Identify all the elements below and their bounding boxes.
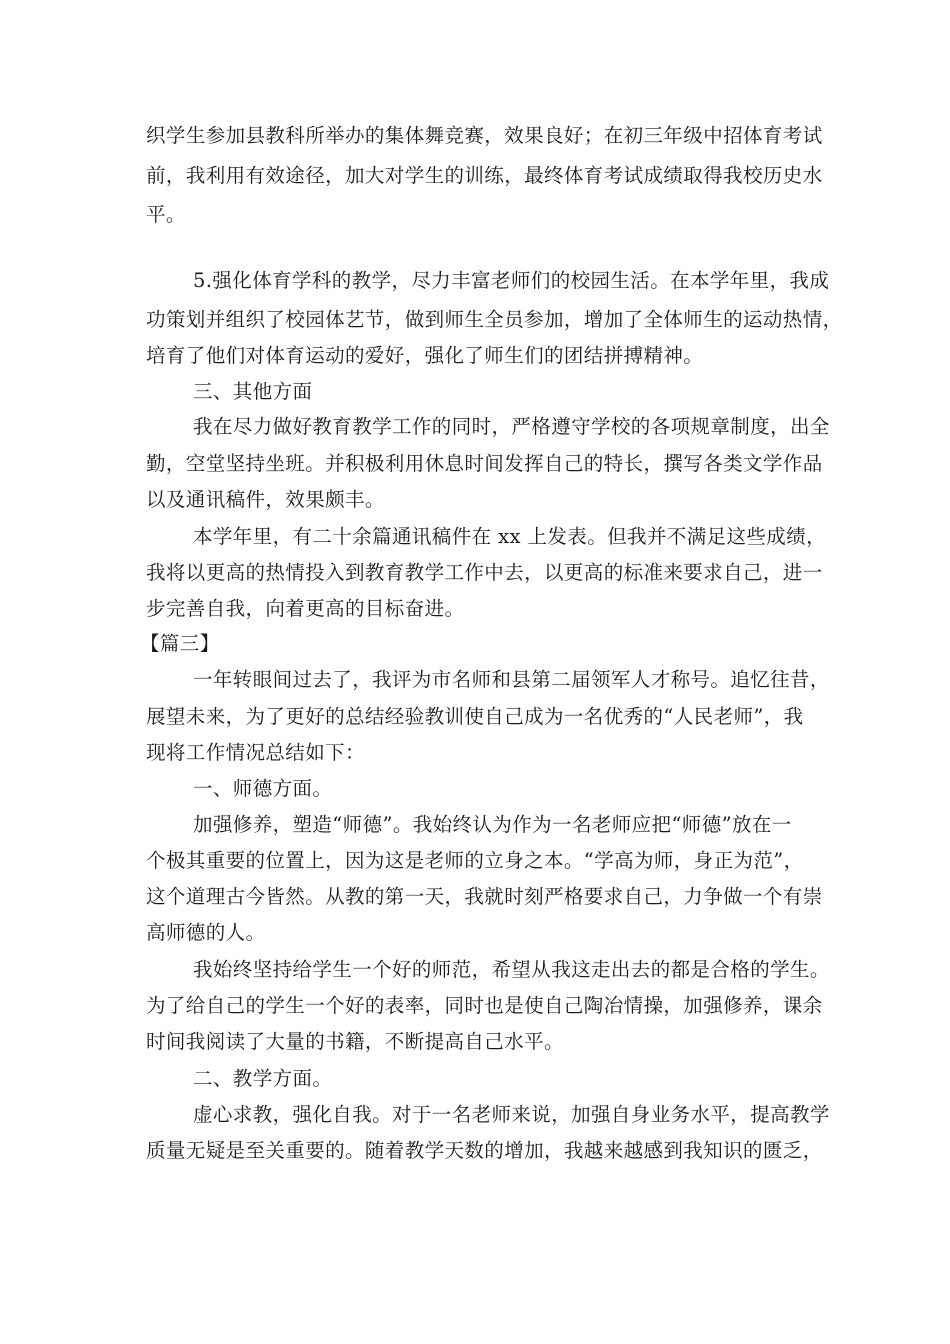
text-line-15: 一年转眼间过去了，我评为市名师和县第二届领军人才称号。追忆往昔， [193, 668, 830, 691]
text-line-22: 高师德的人。 [146, 921, 266, 944]
text-line-19: 加强修养，塑造“师德”。我始终认为作为一名老师应把“师德”放在一 [193, 813, 792, 836]
text-line-20: 个极其重要的位置上，因为这是老师的立身之本。“学高为师，身正为范”， [146, 849, 804, 872]
text-line-21: 这个道理古今皆然。从教的第一天，我就时刻严格要求自己，力争做一个有崇 [146, 885, 823, 908]
part-heading-three: 【篇三】 [140, 632, 220, 655]
section-heading-other: 三、其他方面 [193, 380, 313, 403]
text-line-27: 虚心求教，强化自我。对于一名老师来说，加强自身业务水平，提高教学 [193, 1103, 830, 1126]
text-line-10: 以及通讯稿件，效果颇丰。 [146, 488, 385, 511]
text-line-5: 功策划并组织了校园体艺节，做到师生全员参加，增加了全体师生的运动热情， [146, 308, 843, 331]
text-line-28: 质量无疑是至关重要的。随着教学天数的增加，我越来越感到我知识的匮乏， [146, 1139, 823, 1162]
section-heading-ethics: 一、师德方面。 [193, 777, 333, 800]
text-line-2: 前，我利用有效途径，加大对学生的训练，最终体育考试成绩取得我校历史水 [146, 164, 823, 187]
text-line-4: 5.强化体育学科的教学，尽力丰富老师们的校园生活。在本学年里，我成 [193, 269, 830, 292]
text-line-9: 勤，空堂坚持坐班。并积极利用休息时间发挥自己的特长，撰写各类文学作品 [146, 452, 823, 475]
text-line-12: 我将以更高的热情投入到教育教学工作中去，以更高的标准来要求自己，进一 [146, 561, 823, 584]
text-line-3: 平。 [146, 203, 186, 226]
text-line-25: 时间我阅读了大量的书籍，不断提高自己水平。 [146, 1030, 564, 1053]
text-line-24: 为了给自己的学生一个好的表率，同时也是使自己陶冶情操，加强修养，课余 [146, 994, 823, 1017]
text-line-16: 展望未来，为了更好的总结经验教训使自己成为一名优秀的“人民老师”，我 [146, 705, 804, 728]
text-line-17: 现将工作情况总结如下： [146, 741, 365, 764]
section-heading-teaching: 二、教学方面。 [193, 1067, 333, 1090]
text-line-23: 我始终坚持给学生一个好的师范，希望从我这走出去的都是合格的学生。 [193, 958, 830, 981]
text-line-1: 织学生参加县教科所举办的集体舞竞赛，效果良好；在初三年级中招体育考试 [146, 124, 823, 147]
text-line-13: 步完善自我，向着更高的目标奋进。 [146, 597, 465, 620]
text-line-11: 本学年里，有二十余篇通讯稿件在 xx 上发表。但我并不满足这些成绩， [193, 525, 826, 548]
text-line-8: 我在尽力做好教育教学工作的同时，严格遵守学校的各项规章制度，出全 [193, 415, 830, 438]
text-line-6: 培育了他们对体育运动的爱好，强化了师生们的团结拼搏精神。 [146, 344, 704, 367]
